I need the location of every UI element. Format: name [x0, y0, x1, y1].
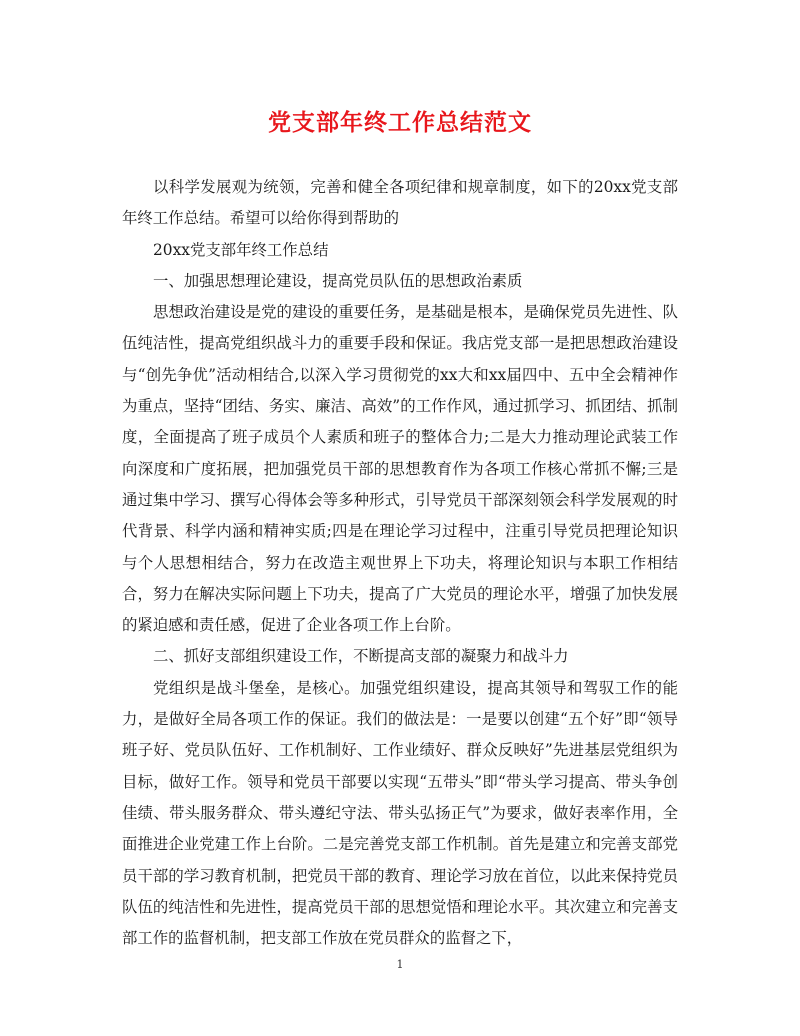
- section-heading-1: 一、加强思想理论建设，提高党员队伍的思想政治素质: [153, 271, 523, 290]
- section-body-1: 思想政治建设是党的建设的重要任务，是基础是根本，是确保党员先进性、队伍纯洁性，提高党组织战斗力的重要手段和保证。我店党支部一是把思想政治建设与“创先争优”活动相结合,以深入学习贯彻党的xx大和xx届四中、五中全会精神作为重点，坚持“团结、务实、廉洁、高效”的工作作风，通过抓学习、抓团结、抓制度，全面提高了班子成员个人素质和班子的整体合力;二是大力推动理论武装工作向深度和广度拓展，把加强党员干部的思想教育作为各项工作核心常抓不懈;三是通过集中学习、撰写心得体会等多种形式，引导党员干部深刻领会科学发展观的时代背景、科学内涵和精神实质;四是在理论学习过程中，注重引导党员把理论知识与个人思想相结合，努力在改造主观世界上下功夫，将理论知识与本职工作相结合，努力在解决实际问题上下功夫，提高了广大党员的理论水平，增强了加快发展的紧迫感和责任感，促进了企业各项工作上台阶。: [122, 303, 678, 635]
- document-body: [122, 172, 678, 954]
- subtitle-paragraph: 20xx党支部年终工作总结: [153, 240, 329, 259]
- section-heading-2: 二、抓好支部组织建设工作，不断提高支部的凝聚力和战斗力: [153, 647, 569, 666]
- document-title: 党支部年终工作总结范文: [268, 110, 532, 136]
- section-body-2: 党组织是战斗堡垒，是核心。加强党组织建设，提高其领导和驾驭工作的能力，是做好全局各项工作的保证。我们的做法是：一是要以创建“五个好”即“领导班子好、党员队伍好、工作机制好、工作业绩好、群众反映好”先进基层党组织为目标，做好工作。领导和党员干部要以实现“五带头”即“带头学习提高、带头争创佳绩、带头服务群众、带头遵纪守法、带头弘扬正气”为要求，做好表率作用，全面推进企业党建工作上台阶。二是完善党支部工作机制。首先是建立和完善支部党员干部的学习教育机制，把党员干部的教育、理论学习放在首位，以此来保持党员队伍的纯洁性和先进性，提高党员干部的思想觉悟和理论水平。其次建立和完善支部工作的监督机制，把支部工作放在党员群众的监督之下，: [122, 678, 678, 948]
- page-number: 1: [396, 958, 404, 971]
- intro-paragraph: 以科学发展观为统领，完善和健全各项纪律和规章制度，如下的20xx党支部年终工作总结。希望可以给你得到帮助的: [122, 178, 678, 228]
